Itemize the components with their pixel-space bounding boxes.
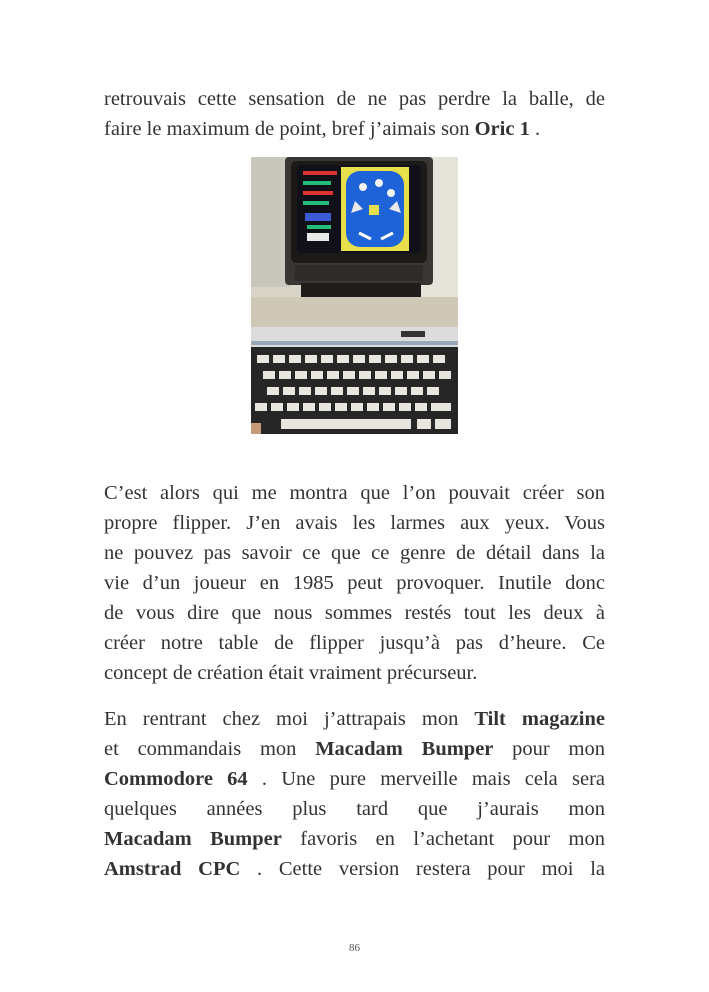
text-line	[104, 734, 605, 764]
text-run: En rentrant chez moi j’attrapais mon	[104, 708, 475, 730]
text-run: quelques années plus tard que j’aurais mon	[104, 798, 605, 820]
text-run: de vous dire que nous sommes restés tout les deux à	[104, 602, 605, 624]
text-line	[104, 508, 605, 538]
text-line	[104, 658, 605, 688]
paragraph-3	[104, 704, 605, 884]
text-line	[104, 854, 605, 884]
text-run: concept de création était vraiment précurseur.	[104, 662, 478, 684]
text-run: vie d’un joueur en 1985 peut provoquer. Inutile donc	[104, 572, 605, 594]
text-run: et commandais mon	[104, 738, 316, 760]
text-line	[104, 794, 605, 824]
text-run: . Une pure merveille mais cela sera	[247, 768, 605, 790]
text-run: créer notre table de flipper jusqu’à pas d’heure. Ce	[104, 632, 605, 654]
text-line	[104, 764, 605, 794]
photo-oric-computer-pinball	[251, 157, 458, 434]
text-run: ne pouvez pas savoir ce que ce genre de détail dans la	[104, 542, 605, 564]
text-line	[104, 114, 605, 144]
text-run: pour mon	[493, 738, 605, 760]
text-run: C’est alors qui me montra que l’on pouvait créer son	[104, 482, 605, 504]
text-line	[104, 478, 605, 508]
text-run: .	[529, 118, 541, 140]
text-run: faire le maximum de point, bref j’aimais son	[104, 118, 475, 140]
oric-photo-illustration	[251, 157, 458, 434]
bold-term: Macadam Bumper	[315, 738, 494, 760]
text-run: . Cette version restera pour moi la	[240, 858, 605, 880]
text-line	[104, 568, 605, 598]
bold-term: Commodore 64	[104, 768, 248, 790]
bold-term: Tilt magazine	[474, 708, 605, 730]
text-line	[104, 628, 605, 658]
text-line	[104, 598, 605, 628]
bold-term: Amstrad CPC	[104, 858, 241, 880]
text-line	[104, 84, 605, 114]
paragraph-2	[104, 478, 605, 688]
bold-term: Oric 1	[474, 118, 530, 140]
text-run: favoris en l’achetant pour mon	[281, 828, 605, 850]
paragraph-1	[104, 84, 605, 144]
text-run: retrouvais cette sensation de ne pas perdre la balle, de	[104, 88, 605, 110]
text-line	[104, 824, 605, 854]
text-line	[104, 538, 605, 568]
page-number: 86	[349, 942, 360, 954]
text-line	[104, 704, 605, 734]
text-run: propre flipper. J’en avais les larmes aux yeux. Vous	[104, 512, 605, 534]
bold-term: Macadam Bumper	[104, 828, 282, 850]
